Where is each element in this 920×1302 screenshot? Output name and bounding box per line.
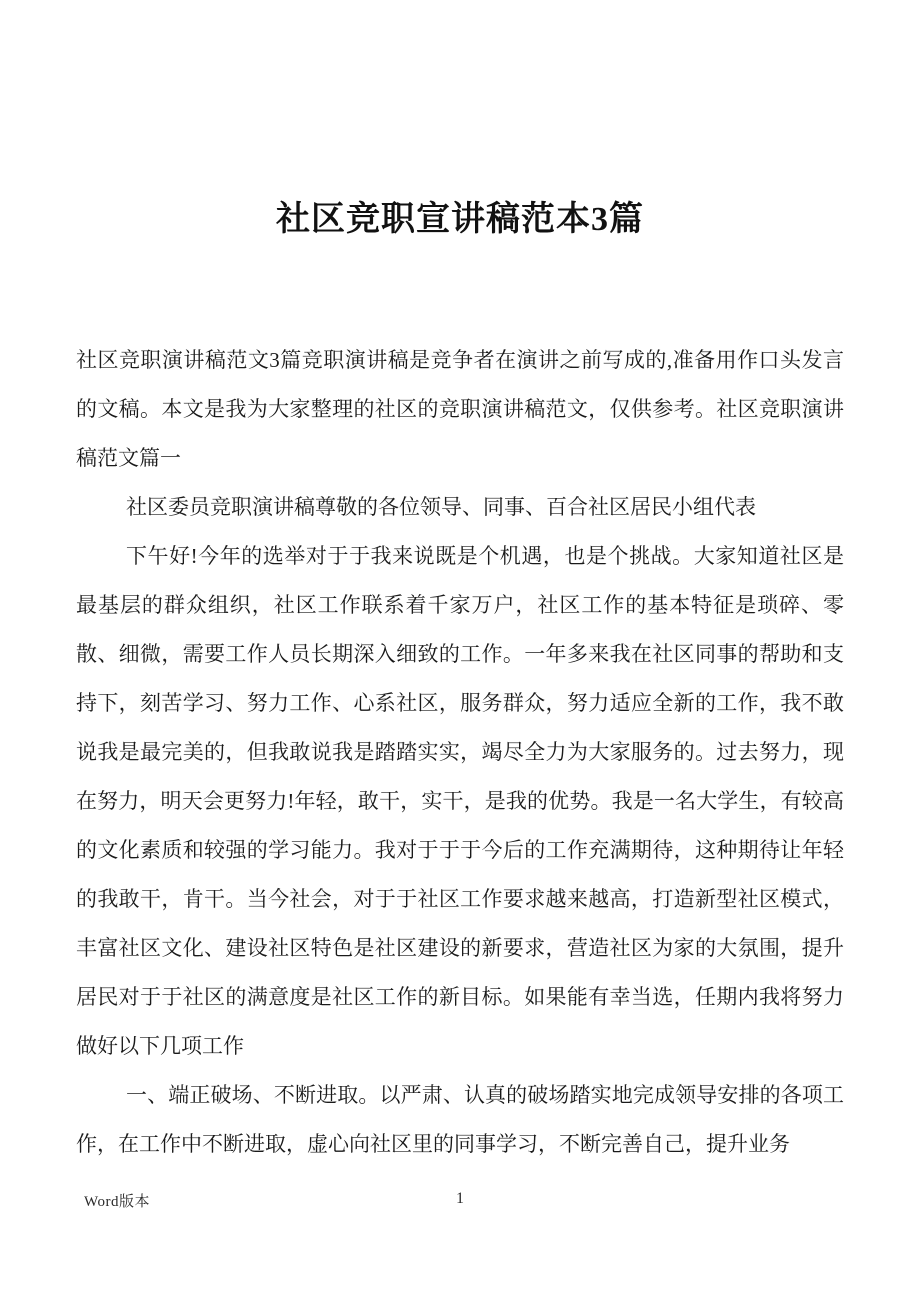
paragraph-point-one: 一、端正破场、不断进取。以严肃、认真的破场踏实地完成领导安排的各项工作，在工作中不断进取，虚心向社区里的同事学习，不断完善自己，提升业务 — [76, 1083, 844, 1156]
footer-word-version-label: Word版本 — [84, 1194, 150, 1210]
paragraph-intro: 社区竞职演讲稿范文3篇竞职演讲稿是竞争者在演讲之前写成的,准备用作口头发言的文稿。本文是我为大家整理的社区的竞职演讲稿范文，仅供参考。社区竞职演讲稿范文篇一 — [76, 348, 844, 470]
page-footer — [0, 1190, 920, 1216]
document-body — [76, 336, 844, 1169]
paragraph-salutation: 社区委员竞职演讲稿尊敬的各位领导、同事、百合社区居民小组代表 — [126, 495, 756, 519]
document-title: 社区竞职宣讲稿范本3篇 — [276, 201, 644, 238]
footer-page-number: 1 — [456, 1190, 464, 1207]
paragraph-speech-body: 下午好!今年的选举对于于我来说既是个机遇，也是个挑战。大家知道社区是最基层的群众组织，社区工作联系着千家万户，社区工作的基本特征是琐碎、零散、细微，需要工作人员长期深入细致的工作。一年多来我在社区同事的帮助和支持下，刻苦学习、努力工作、心系社区，服务群众，努力适应全新的工作，我不敢说我是最完美的，但我敢说我是踏踏实实，竭尽全力为大家服务的。过去努力，现在努力，明天会更努力!年轻，敢干，实干，是我的优势。我是一名大学生，有较高的文化素质和较强的学习能力。我对于于于今后的工作充满期待，这种期待让年轻的我敢干，肯干。当今社会，对于于社区工作要求越来越高，打造新型社区模式，丰富社区文化、建设社区特色是社区建设的新要求，营造社区为家的大氛围，提升居民对于于社区的满意度是社区工作的新目标。如果能有幸当选，任期内我将努力做好以下几项工作 — [76, 544, 844, 1058]
